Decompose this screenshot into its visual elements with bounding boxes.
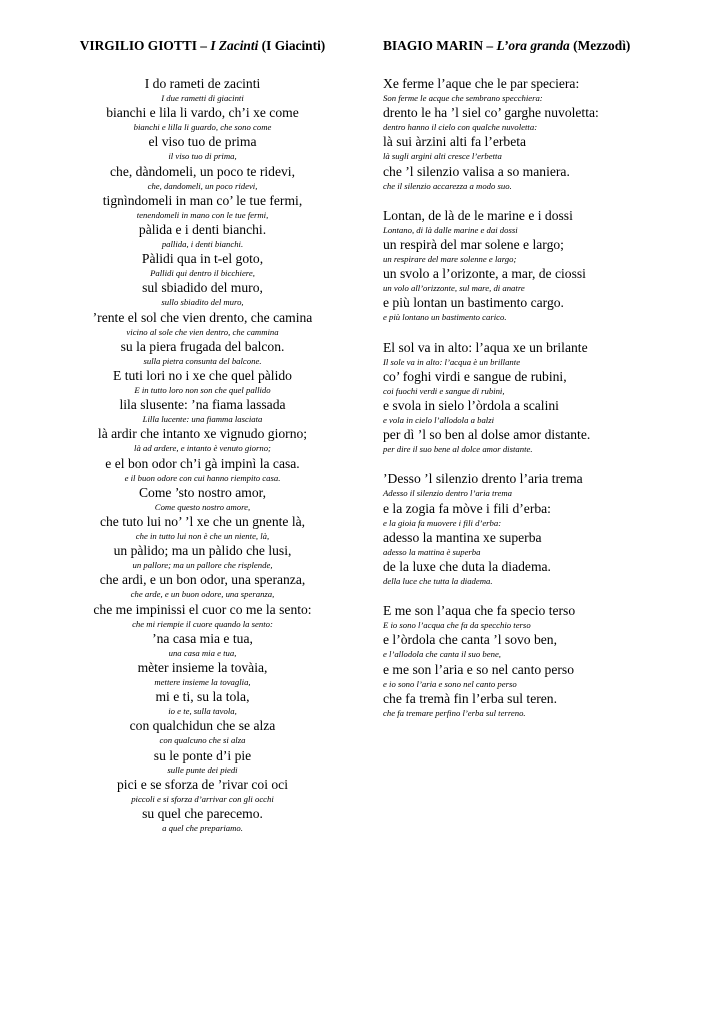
italian-translation-line: e più lontano un bastimento carico. bbox=[383, 312, 507, 323]
dialect-verse-line: pàlida e i denti bianchi. bbox=[138, 222, 267, 238]
right-stanza bbox=[383, 471, 683, 588]
dialect-verse-line: e me son l’aria e so nel canto perso bbox=[383, 661, 574, 677]
dialect-verse-line: e la zogia fa mòve i fili d’erba: bbox=[383, 500, 551, 516]
italian-translation-line: e vola in cielo l’allodola a balzi bbox=[383, 415, 494, 426]
right-stanza bbox=[383, 603, 683, 720]
italian-translation-line: e l’allodola che canta il suo bene, bbox=[383, 649, 501, 660]
left-stanza bbox=[55, 76, 350, 835]
verse-pair bbox=[383, 632, 683, 661]
verse-pair bbox=[55, 310, 350, 339]
left-poem-heading bbox=[55, 38, 350, 54]
italian-translation-line: mettere insieme la tovaglia, bbox=[154, 677, 251, 688]
verse-pair bbox=[383, 340, 683, 369]
italian-translation-line: io e te, sulla tavola, bbox=[168, 706, 237, 717]
verse-pair bbox=[55, 76, 350, 105]
italian-translation-line: bianchi e lilla li guardo, che sono come bbox=[133, 122, 272, 133]
verse-pair bbox=[55, 134, 350, 163]
verse-pair bbox=[55, 689, 350, 718]
italian-translation-line: che fa tremare perfino l’erba sul terreno. bbox=[383, 707, 526, 718]
right-stanza bbox=[383, 76, 683, 193]
italian-translation-line: là sugli argini alti cresce l’erbetta bbox=[383, 151, 502, 162]
right-author: BIAGIO MARIN – bbox=[383, 38, 494, 53]
italian-translation-line: sulle punte dei piedi bbox=[167, 764, 238, 775]
italian-translation-line: Adesso il silenzio dentro l’aria trema bbox=[383, 488, 512, 499]
italian-translation-line: che in tutto lui non è che un niente, là, bbox=[135, 531, 270, 542]
verse-pair bbox=[55, 426, 350, 455]
verse-pair bbox=[55, 660, 350, 689]
italian-translation-line: E in tutto loro non son che quel pallido bbox=[134, 385, 271, 396]
dialect-verse-line: ’na casa mia e tua, bbox=[152, 630, 253, 646]
verse-pair bbox=[383, 501, 683, 530]
italian-translation-line: Il sole va in alto: l’acqua è un brillante bbox=[383, 356, 521, 367]
left-author: VIRGILIO GIOTTI – bbox=[79, 38, 207, 53]
dialect-verse-line: là ardir che intanto xe vignudo giorno; bbox=[97, 426, 308, 442]
dialect-verse-line: mi e ti, su la tola, bbox=[155, 689, 250, 705]
dialect-verse-line: E me son l’aqua che fa specio terso bbox=[383, 603, 576, 619]
italian-translation-line: che, dandomeli, un poco ridevi, bbox=[147, 180, 258, 191]
right-title: L’ora granda bbox=[496, 38, 570, 53]
italian-translation-line: Come questo nostro amore, bbox=[154, 501, 251, 512]
verse-pair bbox=[55, 339, 350, 368]
italian-translation-line: che arde, e un buon odore, una speranza, bbox=[130, 589, 275, 600]
italian-translation-line: dentro hanno il cielo con qualche nuvoletta: bbox=[383, 122, 538, 133]
verse-pair bbox=[383, 662, 683, 691]
verse-pair bbox=[55, 397, 350, 426]
dialect-verse-line: el viso tuo de prima bbox=[148, 134, 257, 150]
dialect-verse-line: E tuti lori no i xe che quel pàlido bbox=[113, 368, 292, 384]
italian-translation-line: e il buon odore con cui hanno riempito casa. bbox=[124, 472, 281, 483]
verse-pair bbox=[55, 193, 350, 222]
dialect-verse-line: ’Desso ’l silenzio drento l’aria trema bbox=[383, 471, 583, 487]
italian-translation-line: sulla pietra consunta del balcone. bbox=[143, 355, 262, 366]
dialect-verse-line: I do rameti de zacinti bbox=[144, 76, 261, 91]
dialect-verse-line: Come ’sto nostro amor, bbox=[138, 484, 267, 500]
right-stanza bbox=[383, 208, 683, 325]
verse-pair bbox=[383, 237, 683, 266]
dialect-verse-line: su quel che parecemo. bbox=[142, 806, 263, 822]
dialect-verse-line: e più lontan un bastimento cargo. bbox=[383, 295, 564, 311]
italian-translation-line: adesso la mattina è superba bbox=[383, 546, 481, 557]
verse-pair bbox=[55, 251, 350, 280]
verse-pair bbox=[383, 134, 683, 163]
dialect-verse-line: e l’òrdola che canta ’l sovo ben, bbox=[383, 632, 558, 648]
dialect-verse-line: Lontan, de là de le marine e i dossi bbox=[383, 207, 573, 223]
italian-translation-line: un pallore; ma un pallore che risplende, bbox=[132, 560, 273, 571]
verse-pair bbox=[383, 164, 683, 193]
dialect-verse-line: che tuto lui no’ ’l xe che un gnente là, bbox=[99, 514, 306, 530]
verse-pair bbox=[383, 603, 683, 632]
dialect-verse-line: che fa tremà fin l’erba sul teren. bbox=[383, 690, 557, 706]
verse-pair bbox=[383, 266, 683, 295]
dialect-verse-line: drento le ha ’l siel co’ garghe nuvoletta: bbox=[383, 105, 599, 121]
italian-translation-line: piccoli e si sforza d’arrivar con gli occhi bbox=[131, 793, 274, 804]
verse-pair bbox=[55, 514, 350, 543]
dialect-verse-line: un respirà del mar solene e largo; bbox=[383, 237, 564, 253]
dialect-verse-line: e el bon odor ch’i gà impinì la casa. bbox=[105, 455, 300, 471]
dialect-verse-line: pici e se sforza de ’rivar coi oci bbox=[117, 776, 288, 792]
dialect-verse-line: ’rente el sol che vien drento, che camina bbox=[92, 309, 313, 325]
italian-translation-line: vicino al sole che vien dentro, che cammina bbox=[126, 326, 279, 337]
left-title: I Zacinti bbox=[210, 38, 259, 53]
italian-translation-line: là ad ardere, e intanto è venuto giorno; bbox=[134, 443, 271, 454]
italian-translation-line: Lilla lucente: una fiamma lasciata bbox=[142, 414, 263, 425]
italian-translation-line: che mi riempie il cuore quando la sento: bbox=[132, 618, 273, 629]
italian-translation-line: e la gioia fa muovere i fili d’erba: bbox=[383, 517, 502, 528]
verse-pair bbox=[383, 369, 683, 398]
italian-translation-line: una casa mia e tua, bbox=[168, 647, 237, 658]
italian-translation-line: pallida, i denti bianchi. bbox=[161, 239, 244, 250]
dialect-verse-line: che ’l silenzio valisa a so maniera. bbox=[383, 163, 570, 179]
italian-translation-line: coi fuochi verdi e sangue di rubini, bbox=[383, 385, 505, 396]
dialect-verse-line: che ardi, e un bon odor, una speranza, bbox=[99, 572, 306, 588]
verse-pair bbox=[55, 718, 350, 747]
verse-pair bbox=[383, 76, 683, 105]
italian-translation-line: un respirare del mare solenne e largo; bbox=[383, 254, 517, 265]
verse-pair bbox=[55, 543, 350, 572]
italian-translation-line: E io sono l’acqua che fa da specchio terso bbox=[383, 620, 531, 631]
dialect-verse-line: che, dàndomeli, un poco te ridevi, bbox=[110, 163, 295, 179]
verse-pair bbox=[55, 368, 350, 397]
verse-pair bbox=[383, 691, 683, 720]
verse-pair bbox=[383, 427, 683, 456]
verse-pair bbox=[55, 280, 350, 309]
dialect-verse-line: tignìndomeli in man co’ le tue fermi, bbox=[102, 192, 303, 208]
verse-pair bbox=[383, 295, 683, 324]
italian-translation-line: che il silenzio accarezza a modo suo. bbox=[383, 180, 512, 191]
dialect-verse-line: un pàlido; ma un pàlido che lusi, bbox=[113, 543, 292, 559]
italian-translation-line: della luce che tutta la diadema. bbox=[383, 576, 493, 587]
italian-translation-line: un volo all’orizzonte, sul mare, di anatre bbox=[383, 283, 525, 294]
verse-pair bbox=[383, 208, 683, 237]
dialect-verse-line: che me impinissi el cuor co me la sento: bbox=[93, 601, 312, 617]
italian-translation-line: Pallidi qui dentro il bicchiere, bbox=[150, 268, 255, 279]
dialect-verse-line: Pàlidi qua in t-el goto, bbox=[141, 251, 264, 267]
verse-pair bbox=[55, 777, 350, 806]
right-stanza bbox=[383, 340, 683, 457]
italian-translation-line: e io sono l’aria e sono nel canto perso bbox=[383, 678, 517, 689]
dialect-verse-line: de la luxe che duta la diadema. bbox=[383, 559, 551, 575]
verse-pair bbox=[383, 471, 683, 500]
italian-translation-line: Lontano, di là dalle marine e dai dossi bbox=[383, 224, 518, 235]
italian-translation-line: sullo sbiadito del muro, bbox=[161, 297, 244, 308]
dialect-verse-line: su la piera frugada del balcon. bbox=[120, 338, 285, 354]
dialect-verse-line: mèter insieme la tovàia, bbox=[137, 660, 268, 676]
dialect-verse-line: Xe ferme l’aque che le par speciera: bbox=[383, 76, 580, 91]
verse-pair bbox=[55, 105, 350, 134]
italian-translation-line: a quel che prepariamo. bbox=[162, 823, 243, 834]
dialect-verse-line: El sol va in alto: l’aqua xe un brilante bbox=[383, 339, 588, 355]
verse-pair bbox=[55, 806, 350, 835]
verse-pair bbox=[383, 530, 683, 559]
verse-pair bbox=[55, 164, 350, 193]
verse-pair bbox=[55, 485, 350, 514]
dialect-verse-line: bianchi e lila li vardo, ch’i xe come bbox=[106, 105, 299, 121]
right-subtitle: (Mezzodì) bbox=[573, 38, 631, 53]
verse-pair bbox=[55, 456, 350, 485]
verse-pair bbox=[383, 105, 683, 134]
verse-pair bbox=[55, 222, 350, 251]
dialect-verse-line: un svolo a l’orizonte, a mar, de ciossi bbox=[383, 266, 586, 282]
dialect-verse-line: sul sbiadido del muro, bbox=[142, 280, 263, 296]
verse-pair bbox=[55, 631, 350, 660]
dialect-verse-line: là sui àrzini alti fa l’erbeta bbox=[383, 134, 527, 150]
verse-pair bbox=[55, 572, 350, 601]
right-poem-body bbox=[383, 76, 683, 720]
italian-translation-line: tenendomeli in mano con le tue fermi, bbox=[136, 209, 269, 220]
dialect-verse-line: co’ foghi virdi e sangue de rubini, bbox=[383, 368, 567, 384]
verse-pair bbox=[383, 559, 683, 588]
italian-translation-line: il viso tuo di prima, bbox=[168, 151, 237, 162]
verse-pair bbox=[383, 398, 683, 427]
left-poem-body bbox=[55, 76, 350, 835]
italian-translation-line: Son ferme le acque che sembrano specchiera: bbox=[383, 93, 543, 103]
dialect-verse-line: lila slusente: ’na fiama lassada bbox=[119, 397, 286, 413]
italian-translation-line: I due rametti di giacinti bbox=[161, 93, 244, 103]
right-column bbox=[383, 38, 683, 735]
verse-pair bbox=[55, 748, 350, 777]
italian-translation-line: con qualcuno che si alza bbox=[159, 735, 246, 746]
left-column bbox=[55, 38, 350, 850]
dialect-verse-line: e svola in sielo l’òrdola a scalini bbox=[383, 398, 559, 414]
dialect-verse-line: con qualchidun che se alza bbox=[129, 718, 276, 734]
dialect-verse-line: per dì ’l so ben al dolse amor distante. bbox=[383, 427, 591, 443]
dialect-verse-line: su le ponte d’i pie bbox=[153, 747, 252, 763]
left-subtitle: (I Giacinti) bbox=[261, 38, 326, 53]
verse-pair bbox=[55, 602, 350, 631]
italian-translation-line: per dire il suo bene al dolce amor distante. bbox=[383, 444, 533, 455]
right-poem-heading bbox=[383, 38, 683, 54]
dialect-verse-line: adesso la mantina xe superba bbox=[383, 529, 542, 545]
